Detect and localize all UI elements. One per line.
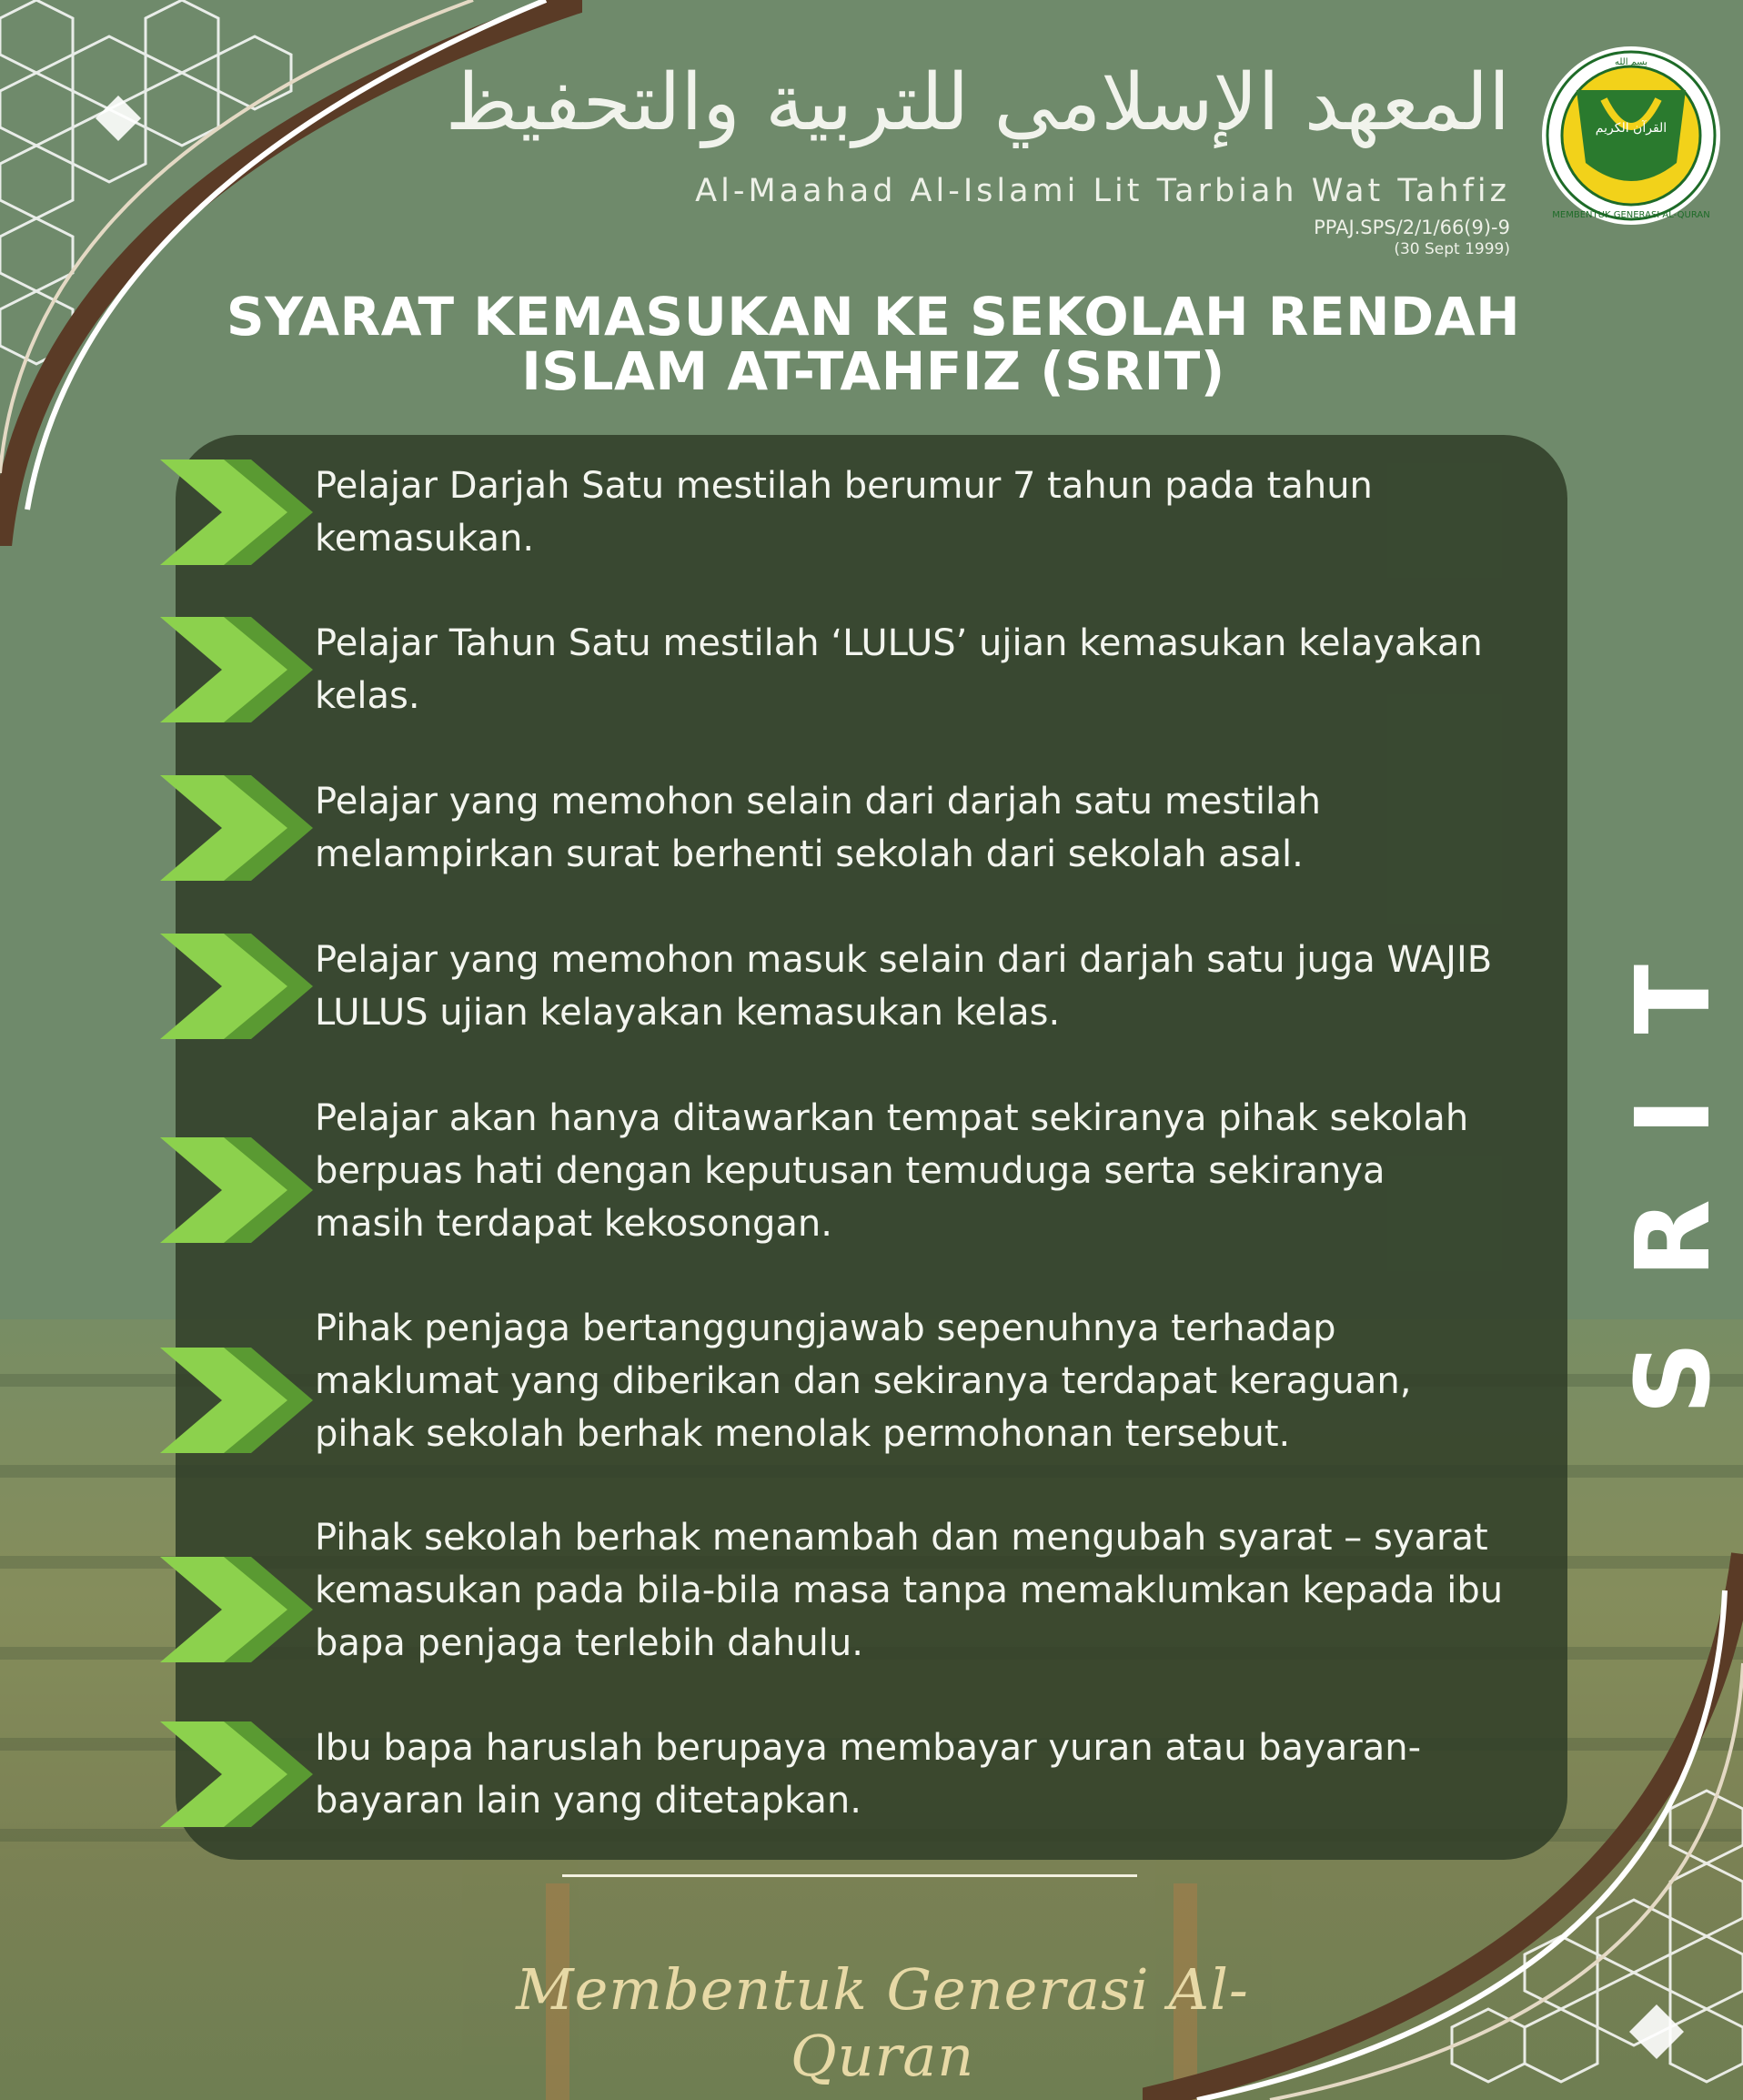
- requirement-text-line: Pihak penjaga bertanggungjawab sepenuhnya terhadap: [315, 1307, 1336, 1349]
- srit-side-label: [1583, 901, 1743, 1419]
- logo-center-text: القرآن الكريم: [1595, 121, 1667, 136]
- tagline: Membentuk Generasi Al-Quran: [516, 1956, 1249, 2089]
- double-chevron-right-icon: [160, 459, 313, 565]
- logo-top-text: بسم الله: [1614, 57, 1648, 67]
- registration-reference: PPAJ.SPS/2/1/66(9)-9: [1314, 217, 1510, 238]
- registration-date: (30 Sept 1999): [1394, 240, 1510, 258]
- school-logo: [1540, 45, 1722, 227]
- requirement-text-line: Ibu bapa haruslah berupaya membayar yuran atau bayaran-: [315, 1727, 1421, 1769]
- double-chevron-right-icon: [160, 1348, 313, 1453]
- requirement-text-line: LULUS ujian kelayakan kemasukan kelas.: [315, 992, 1061, 1034]
- requirement-text: [315, 459, 1525, 565]
- requirement-text: [315, 1511, 1525, 1670]
- requirement-text-line: Pihak sekolah berhak menambah dan mengubah syarat – syarat: [315, 1517, 1488, 1559]
- requirement-text-line: Pelajar Darjah Satu mestilah berumur 7 tahun pada tahun: [315, 465, 1373, 507]
- requirement-text: [315, 617, 1525, 722]
- requirement-text-line: pihak sekolah berhak menolak permohonan tersebut.: [315, 1413, 1291, 1455]
- institution-arabic-name: المعهد الإسلامي للتربية والتحفيظ: [445, 57, 1510, 148]
- title-line-1: SYARAT KEMASUKAN KE SEKOLAH RENDAH: [226, 286, 1521, 348]
- requirement-text: [315, 775, 1525, 881]
- requirement-text-line: Pelajar yang memohon masuk selain dari darjah satu juga WAJIB: [315, 939, 1493, 981]
- requirement-text: [315, 934, 1525, 1039]
- requirement-text-line: melampirkan surat berhenti sekolah dari sekolah asal.: [315, 833, 1304, 875]
- page-title: [164, 286, 1583, 402]
- footer-divider: [562, 1874, 1137, 1877]
- double-chevron-right-icon: [160, 617, 313, 722]
- requirement-text: [315, 1721, 1525, 1827]
- requirement-text-line: Pelajar yang memohon selain dari darjah satu mestilah: [315, 781, 1322, 823]
- requirement-text-line: kelas.: [315, 675, 420, 717]
- double-chevron-right-icon: [160, 1721, 313, 1827]
- double-chevron-right-icon: [160, 1137, 313, 1243]
- requirement-text-line: bayaran lain yang ditetapkan.: [315, 1780, 861, 1822]
- requirement-text-line: Pelajar akan hanya ditawarkan tempat sekiranya pihak sekolah: [315, 1097, 1469, 1139]
- title-line-2: ISLAM AT-TAHFIZ (SRIT): [521, 340, 1225, 402]
- double-chevron-right-icon: [160, 775, 313, 881]
- double-chevron-right-icon: [160, 934, 313, 1039]
- institution-latin-name: Al-Maahad Al-Islami Lit Tarbiah Wat Tahfiz: [695, 173, 1510, 209]
- requirement-text: [315, 1302, 1525, 1460]
- double-chevron-right-icon: [160, 1557, 313, 1662]
- requirement-text-line: Pelajar Tahun Satu mestilah ‘LULUS’ ujian kemasukan kelayakan: [315, 622, 1483, 664]
- requirement-text-line: bapa penjaga terlebih dahulu.: [315, 1622, 863, 1664]
- requirement-text-line: berpuas hati dengan keputusan temuduga serta sekiranya: [315, 1150, 1385, 1192]
- requirement-text-line: kemasukan pada bila-bila masa tanpa memaklumkan kepada ibu: [315, 1570, 1504, 1611]
- requirement-text-line: maklumat yang diberikan dan sekiranya terdapat keraguan,: [315, 1360, 1412, 1402]
- requirement-text-line: masih terdapat kekosongan.: [315, 1203, 832, 1245]
- requirement-text-line: kemasukan.: [315, 518, 535, 560]
- requirement-text: [315, 1092, 1525, 1250]
- logo-ring-text: MEMBENTUK GENERASI AL-QURAN: [1552, 210, 1710, 220]
- srit-text: SRIT: [1615, 901, 1733, 1415]
